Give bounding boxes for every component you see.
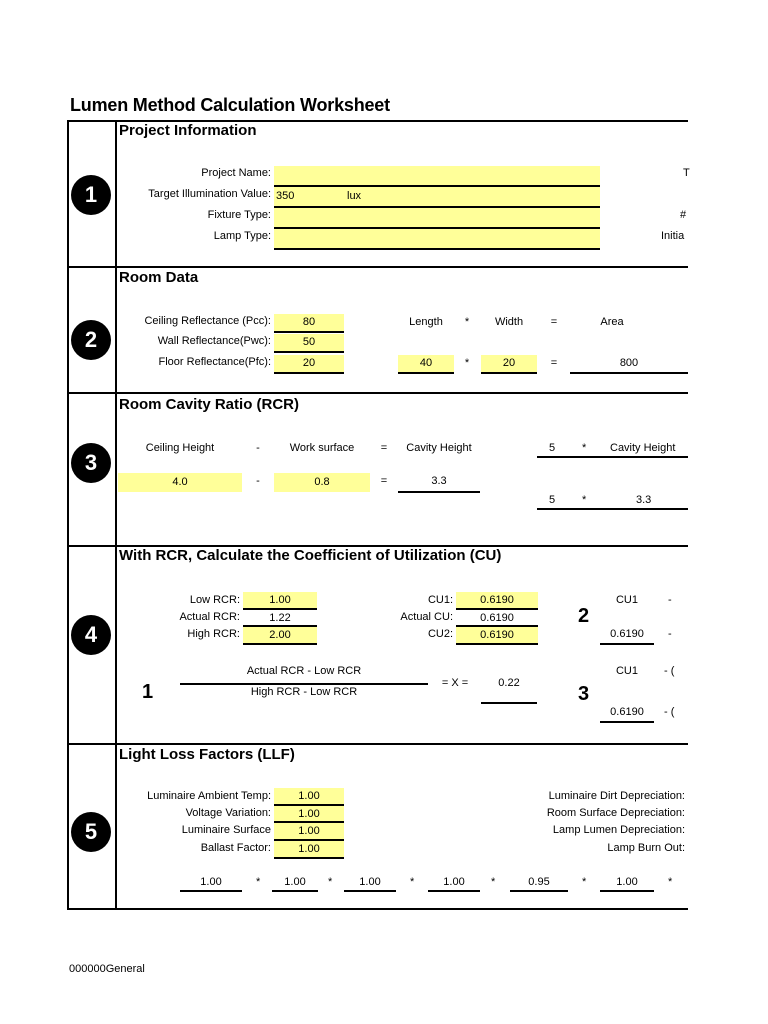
room-surface-depreciation-label: Room Surface Depreciation: (546, 807, 685, 819)
times-sign: * (328, 876, 333, 888)
wall-reflectance-label: Wall Reflectance(Pwc): (157, 335, 271, 347)
target-unit: lux (347, 190, 362, 202)
fixture-type-input[interactable] (274, 208, 600, 229)
luminaire-surface-label: Luminaire Surface (181, 824, 271, 836)
minus-sign: - (256, 442, 260, 454)
lamp-type-input[interactable] (274, 229, 600, 250)
actual-rcr-value: 1.22 (243, 610, 317, 627)
section-divider (67, 266, 688, 268)
minus-paren-sign: - ( (664, 665, 675, 677)
cu2-input[interactable]: 0.6190 (456, 627, 538, 645)
sheet-footer: 000000General (69, 963, 145, 975)
llf-product-factor: 1.00 (344, 874, 396, 892)
fraction-numerator: Actual RCR - Low RCR (246, 665, 362, 677)
actual-rcr-label: Actual RCR: (179, 611, 240, 623)
ballast-factor-label: Ballast Factor: (200, 842, 271, 854)
fraction-denominator: High RCR - Low RCR (250, 686, 358, 698)
section-divider (67, 392, 688, 394)
ceiling-reflectance-input[interactable]: 80 (274, 314, 344, 333)
minus-sign: - (668, 594, 672, 606)
times-sign: * (256, 876, 261, 888)
step-2-label: 2 (578, 605, 590, 627)
project-name-input[interactable] (274, 166, 600, 187)
step-1-label: 1 (142, 681, 154, 703)
times-sign: * (582, 494, 587, 506)
right-cavity-height-label: Cavity Height (610, 442, 676, 454)
actual-cu-value: 0.6190 (456, 610, 538, 627)
equals-sign: = (550, 316, 558, 328)
ceiling-height-input[interactable]: 4.0 (118, 473, 242, 492)
section-title-rcr: Room Cavity Ratio (RCR) (119, 396, 300, 413)
llf-product-factor: 0.95 (510, 874, 568, 892)
right-cu1-value: 0.6190 (600, 626, 654, 645)
actual-cu-label: Actual CU: (400, 611, 453, 623)
work-surface-input[interactable]: 0.8 (274, 473, 370, 492)
length-label: Length (409, 316, 443, 328)
target-illumination-label: Target Illumination Value: (148, 188, 271, 200)
floor-reflectance-input[interactable]: 20 (274, 355, 344, 374)
area-label: Area (600, 316, 624, 328)
ceiling-height-label: Ceiling Height (145, 442, 215, 454)
llf-product-factor: 1.00 (428, 874, 480, 892)
equals-sign: = (550, 357, 558, 369)
section-title-cu: With RCR, Calculate the Coefficient of Utilization (CU) (119, 547, 502, 564)
width-input[interactable]: 20 (481, 355, 537, 374)
section-number-5: 5 (71, 812, 111, 852)
low-rcr-label: Low RCR: (189, 594, 240, 606)
project-name-label: Project Name: (201, 167, 271, 179)
lamp-lumen-depreciation-label: Lamp Lumen Depreciation: (552, 824, 685, 836)
voltage-variation-label: Voltage Variation: (185, 807, 271, 819)
five-constant: 5 (549, 494, 556, 506)
times-sign: * (582, 442, 587, 454)
times-sign: * (464, 357, 470, 369)
project-right-label-cut: Initia (661, 230, 685, 242)
cavity-height-label: Cavity Height (406, 442, 472, 454)
high-rcr-input[interactable]: 2.00 (243, 627, 317, 645)
cavity-height-value: 3.3 (398, 473, 480, 493)
ambient-temp-label: Luminaire Ambient Temp: (147, 790, 271, 802)
section-number-4: 4 (71, 615, 111, 655)
target-value: 350 (276, 190, 295, 202)
section-title-room: Room Data (119, 269, 199, 286)
section-title-llf: Light Loss Factors (LLF) (119, 746, 295, 763)
minus-sign: - (668, 628, 672, 640)
step-3-label: 3 (578, 683, 590, 705)
cu2-label: CU2: (427, 628, 453, 640)
section-number-1: 1 (71, 175, 111, 215)
ceiling-reflectance-label: Ceiling Reflectance (Pcc): (144, 315, 271, 327)
section-number-3: 3 (71, 443, 111, 483)
lamp-type-label: Lamp Type: (213, 230, 271, 242)
lamp-burn-out-label: Lamp Burn Out: (607, 842, 685, 854)
rcr-right-header-row (537, 440, 688, 458)
equals-x-label: = X = (441, 677, 469, 689)
times-sign: * (410, 876, 415, 888)
wall-reflectance-input[interactable]: 50 (274, 334, 344, 353)
equals-sign: = (380, 475, 388, 487)
target-illumination-input[interactable] (274, 187, 600, 208)
section-title-project: Project Information (119, 122, 257, 139)
floor-reflectance-label: Floor Reflectance(Pfc): (158, 356, 271, 368)
right-cu1-value-2: 0.6190 (600, 704, 654, 723)
ambient-temp-input[interactable]: 1.00 (274, 788, 344, 806)
project-right-label-cut: # (680, 209, 687, 221)
fraction-bar (180, 683, 428, 685)
project-right-label-cut: T (683, 167, 690, 179)
section-number-2: 2 (71, 320, 111, 360)
x-value: 0.22 (498, 677, 520, 689)
cu1-label: CU1: (427, 594, 453, 606)
luminaire-surface-input[interactable]: 1.00 (274, 823, 344, 841)
right-cavity-height-value: 3.3 (636, 494, 652, 506)
cu1-input[interactable]: 0.6190 (456, 592, 538, 610)
times-sign: * (582, 876, 587, 888)
section-divider (67, 743, 688, 745)
times-sign: * (491, 876, 496, 888)
equals-sign: = (380, 442, 388, 454)
times-sign: * (464, 316, 470, 328)
llf-product-factor: 1.00 (600, 874, 654, 892)
length-input[interactable]: 40 (398, 355, 454, 374)
llf-product-factor: 1.00 (272, 874, 318, 892)
dirt-depreciation-label: Luminaire Dirt Depreciation: (548, 790, 685, 802)
ballast-factor-input[interactable]: 1.00 (274, 841, 344, 859)
llf-product-factor: 1.00 (180, 874, 242, 892)
right-cu1-label: CU1 (615, 665, 638, 677)
five-constant: 5 (549, 442, 556, 454)
page-title: Lumen Method Calculation Worksheet (70, 95, 390, 115)
voltage-variation-input[interactable]: 1.00 (274, 806, 344, 823)
x-value-underline (481, 702, 537, 704)
work-surface-label: Work surface (289, 442, 355, 454)
low-rcr-input[interactable]: 1.00 (243, 592, 317, 610)
right-cu1-label: CU1 (615, 594, 638, 606)
high-rcr-label: High RCR: (187, 628, 240, 640)
minus-sign: - (256, 475, 260, 487)
fixture-type-label: Fixture Type: (207, 209, 271, 221)
width-label: Width (494, 316, 524, 328)
rcr-right-value-row (537, 492, 688, 510)
area-value: 800 (570, 355, 688, 374)
times-sign: * (668, 876, 673, 888)
minus-paren-sign: - ( (664, 706, 675, 718)
